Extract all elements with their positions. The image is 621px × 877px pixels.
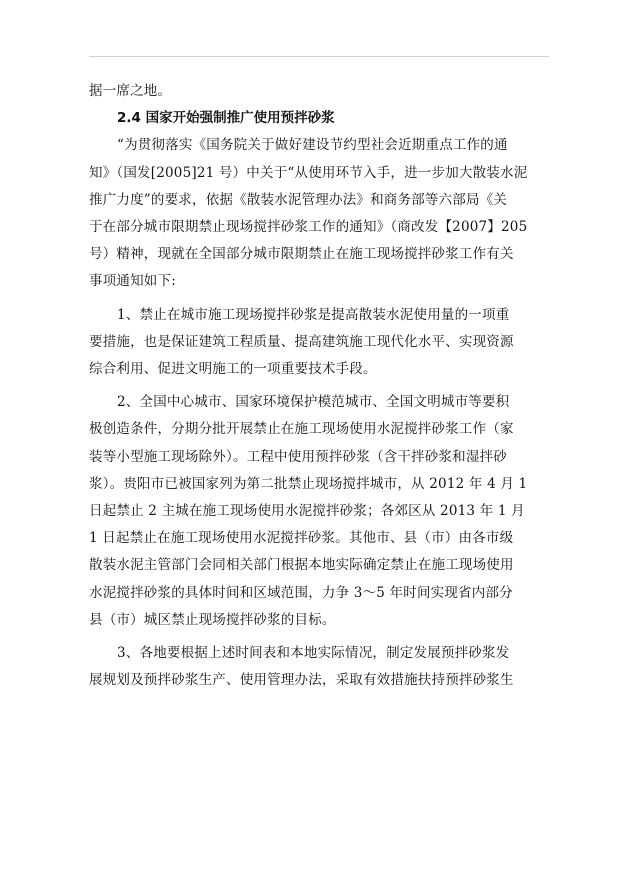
paragraph-line: 浆）。贵阳市已被国家列为第二批禁止现场搅拌城市，从 2012 年 4 月 1 (89, 475, 528, 492)
paragraph-line: “为贯彻落实《国务院关于做好建设节约型社会近期重点工作的通 (117, 137, 508, 154)
paragraph-line: 散装水泥主管部门会同相关部门根据本地实际确定禁止在施工现场使用 (89, 557, 514, 574)
paragraph-line: 1、禁止在城市施工现场搅拌砂浆是提高散装水泥使用量的一项重 (117, 306, 510, 323)
paragraph-line: 要措施，也是保证建筑工程质量、提高建筑施工现代化水平、实现资源 (89, 333, 514, 350)
paragraph-line: 日起禁止 2 主城在施工现场使用水泥搅拌砂浆；各郊区从 2013 年 1 月 (89, 503, 525, 520)
paragraph-line: 装等小型施工现场除外）。工程中使用预拌砂浆（含干拌砂浆和湿拌砂 (89, 448, 507, 465)
document-body (89, 78, 545, 694)
paragraph-line: 号）精神，现就在全国部分城市限期禁止在施工现场搅拌砂浆工作有关 (89, 246, 514, 263)
paragraph-line: 县（市）城区禁止现场搅拌砂浆的目标。 (89, 611, 336, 628)
paragraph-line: 极创造条件，分期分批开展禁止在施工现场使用水泥搅拌砂浆工作（家 (89, 421, 514, 438)
paragraph-line: 于在部分城市限期禁止现场搅拌砂浆工作的通知》（商改发【2007】205 (89, 219, 528, 236)
paragraph-line: 事项通知如下: (89, 273, 176, 290)
paragraph-line: 展规划及预拌砂浆生产、使用管理办法，采取有效措施扶持预拌砂浆生 (89, 672, 514, 689)
paragraph-line: 综合利用、促进文明施工的一项重要技术手段。 (89, 361, 377, 378)
paragraph-line: 1 日起禁止在施工现场使用水泥搅拌砂浆。其他市、县（市）由各市级 (89, 530, 514, 547)
paragraph-line: 水泥搅拌砂浆的具体时间和区域范围，力争 3～5 年时间实现省内部分 (89, 584, 513, 601)
paragraph-line: 知》（国发[2005]21 号）中关于“从使用环节入手，进一步加大散装水泥 (89, 164, 528, 181)
paragraph-line: 2、全国中心城市、国家环境保护模范城市、全国文明城市等要积 (117, 394, 510, 411)
paragraph-line: 3、各地要根据上述时间表和本地实际情况，制定发展预拌砂浆发 (117, 645, 510, 662)
paragraph-line: 推广力度”的要求，依据《散装水泥管理办法》和商务部等六部局《关 (89, 191, 508, 208)
header-rule (89, 56, 549, 57)
paragraph-line: 据一席之地。 (89, 83, 172, 99)
section-heading: 2.4 国家开始强制推广使用预拌砂浆 (117, 110, 335, 127)
